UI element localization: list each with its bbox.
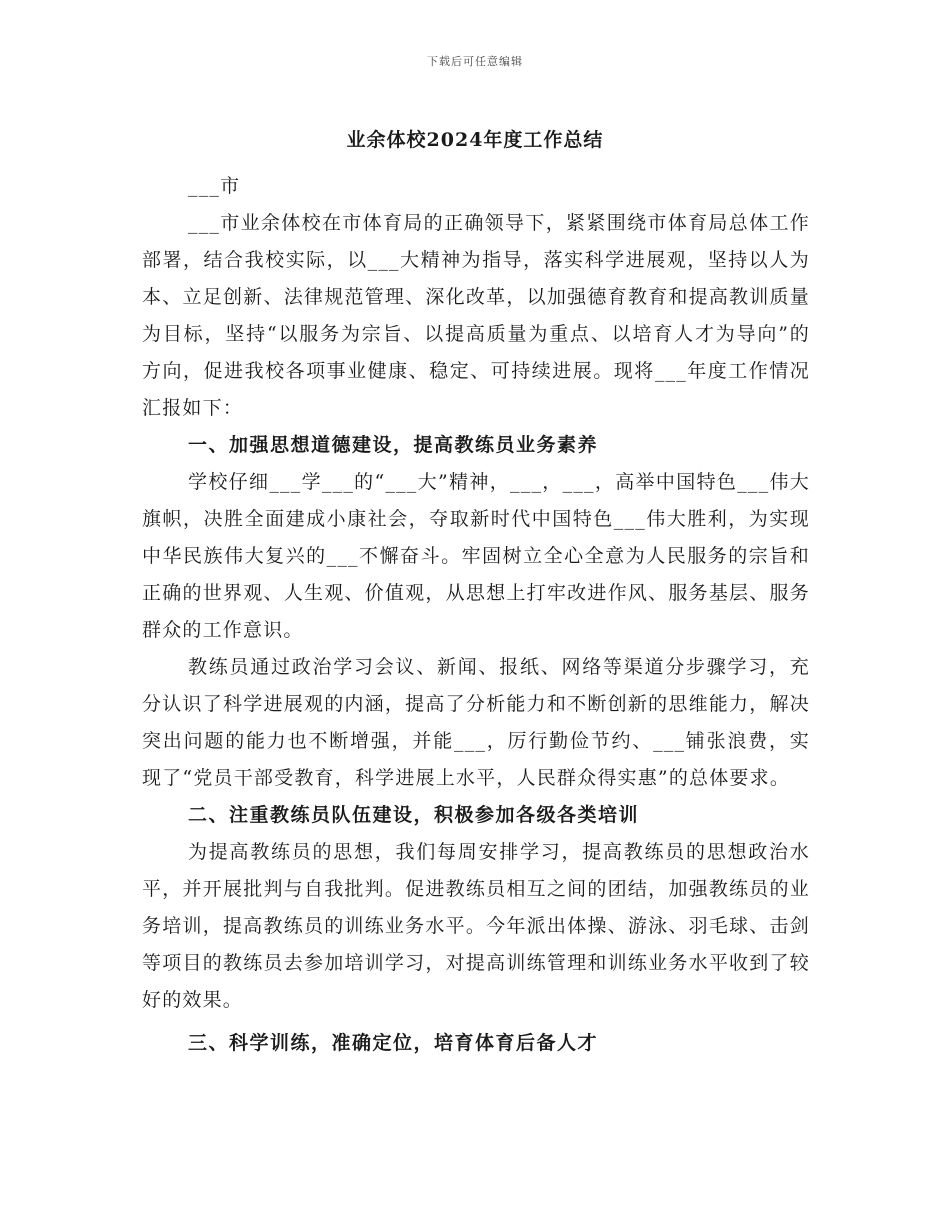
- document-body: [142, 168, 810, 1062]
- paragraph-city: ___市: [188, 175, 241, 197]
- document-title: 业余体校2024年度工作总结: [346, 129, 604, 151]
- paragraph-section-1-a: 学校仔细___学___的“___大”精神，___，___，高举中国特色___伟大旗帜，决胜全面建成小康社会，夺取新时代中国特色___伟大胜利，为实现中华民族伟大复兴的___不懈奋斗。牢固树立全心全意为人民服务的宗旨和正确的世界观、人生观、价值观，从思想上打牢改进作风、服务基层、服务群众的工作意识。: [142, 471, 810, 641]
- section-heading-3: 三、科学训练，准确定位，培育体育后备人才: [188, 1032, 599, 1054]
- page-header-note: 下载后可任意编辑: [427, 55, 523, 68]
- section-heading-1: 一、加强思想道德建设，提高教练员业务素养: [188, 434, 599, 456]
- section-heading-2: 二、注重教练员队伍建设，积极参加各级各类培训: [188, 804, 640, 826]
- paragraph-intro: ___市业余体校在市体育局的正确领导下，紧紧围绕市体育局总体工作部署，结合我校实际，以___大精神为指导，落实科学进展观，坚持以人为本、立足创新、法律规范管理、深化改革，以加强德育教育和提高教训质量为目标，坚持“以服务为宗旨、以提高质量为重点、以培育人才为导向”的方向，促进我校各项事业健康、稳定、可持续进展。现将___年度工作情况汇报如下：: [142, 212, 810, 419]
- paragraph-section-2: 为提高教练员的思想，我们每周安排学习，提高教练员的思想政治水平，并开展批判与自我批判。促进教练员相互之间的团结，加强教练员的业务培训，提高教练员的训练业务水平。今年派出体操、游泳、羽毛球、击剑等项目的教练员去参加培训学习，对提高训练管理和训练业务水平收到了较好的效果。: [142, 841, 810, 1011]
- paragraph-section-1-b: 教练员通过政治学习会议、新闻、报纸、网络等渠道分步骤学习，充分认识了科学进展观的内涵，提高了分析能力和不断创新的思维能力，解决突出问题的能力也不断增强，并能___，厉行勤俭节约、___铺张浪费，实现了“党员干部受教育，科学进展上水平，人民群众得实惠”的总体要求。: [142, 656, 810, 789]
